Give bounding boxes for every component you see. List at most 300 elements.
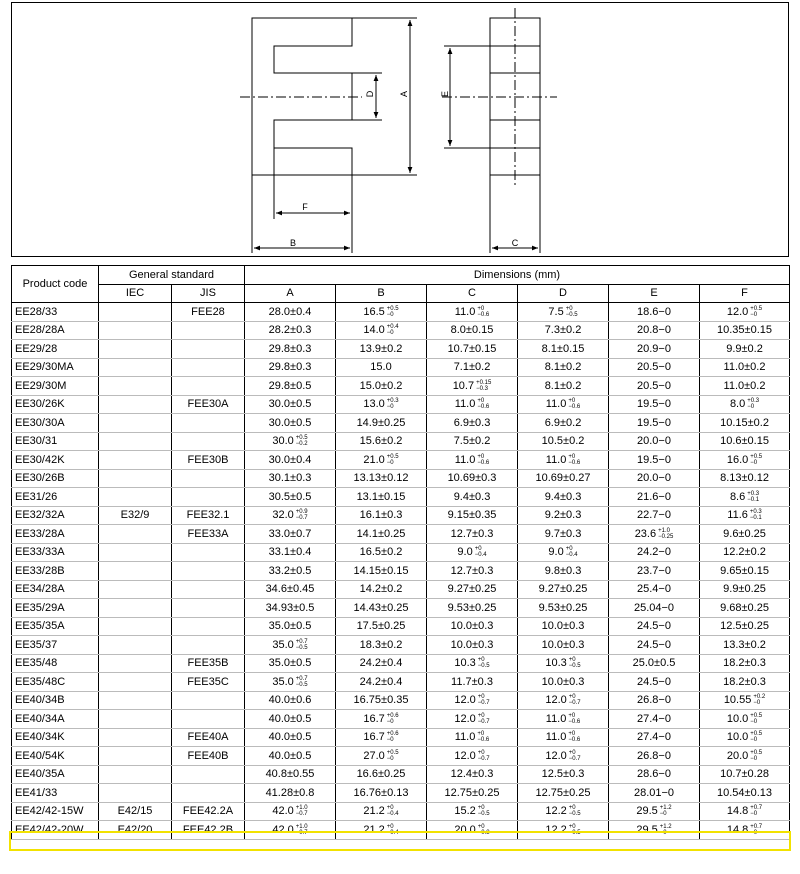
tolerance-minus: −0.4 [565, 552, 578, 559]
tolerance-minus: −0 [386, 755, 394, 762]
tolerance-plus: +0 [477, 398, 485, 405]
dimension-cell [700, 340, 790, 359]
dim-label-c: C [511, 238, 519, 248]
tolerance [750, 824, 762, 836]
dimension-cell [427, 580, 518, 599]
dimension-value: 10.3 [454, 657, 476, 670]
dimension-cell [427, 710, 518, 729]
dimension-value: 29.8±0.3 [268, 342, 312, 355]
dimension-value: 26.8−0 [637, 749, 671, 762]
tolerance-plus: +0 [477, 749, 485, 756]
iec-cell [99, 747, 172, 766]
jis-cell [172, 358, 245, 377]
table-row [12, 488, 790, 507]
tolerance [477, 306, 489, 318]
dimension-value: 14.8 [726, 805, 749, 818]
dimension-cell [700, 654, 790, 673]
iec-cell [99, 525, 172, 544]
dimension-cell [245, 525, 336, 544]
dimension-value: 10.6±0.15 [720, 435, 769, 448]
dim-label-d: D [365, 90, 375, 98]
dimension-value: 40.0±0.5 [268, 712, 312, 725]
dimension-value: 8.1±0.15 [541, 342, 585, 355]
dimension-cell [336, 617, 427, 636]
tolerance-plus: +0.4 [386, 324, 399, 331]
tolerance [660, 824, 672, 836]
tolerance [568, 398, 580, 410]
dimension-cell [518, 728, 609, 747]
dimension-cell [245, 765, 336, 784]
dimension-cell [518, 747, 609, 766]
product-code-cell: EE28/28A [12, 321, 99, 340]
dimension-cell [336, 525, 427, 544]
dimension-value: 12.7±0.3 [450, 527, 494, 540]
dimension-cell [245, 691, 336, 710]
dimension-value: 8.0±0.15 [450, 324, 494, 337]
dimension-cell [427, 654, 518, 673]
iec-cell [99, 321, 172, 340]
dimension-cell [518, 358, 609, 377]
dimension-cell [609, 747, 700, 766]
dimension-value: 11.0 [454, 398, 476, 411]
dimension-value: 35.0±0.5 [268, 657, 312, 670]
jis-cell [172, 784, 245, 803]
dimension-value: 12.0 [454, 749, 476, 762]
product-code-cell: EE30/26K [12, 395, 99, 414]
dimension-cell [336, 321, 427, 340]
dimension-value: 15.6±0.2 [359, 435, 403, 448]
tolerance-minus: −0.1 [749, 515, 762, 522]
dim-label-e: E [440, 90, 450, 98]
dimension-value: 40.0±0.6 [268, 694, 312, 707]
dimension-cell [700, 377, 790, 396]
tolerance [296, 435, 308, 447]
dimension-value: 40.0±0.5 [268, 731, 312, 744]
dimension-value: 29.5 [636, 805, 658, 818]
table-row [12, 728, 790, 747]
tolerance-minus: −0 [386, 459, 394, 466]
tolerance-minus: −0.4 [474, 552, 487, 559]
dimension-cell [245, 784, 336, 803]
dimension-value: 10.35±0.15 [717, 324, 772, 337]
dimension-value: 23.7−0 [637, 564, 671, 577]
dimension-cell [336, 691, 427, 710]
tolerance-plus: +0 [568, 731, 576, 738]
dimension-cell [609, 414, 700, 433]
dimension-cell [245, 321, 336, 340]
dimension-value: 16.7 [363, 731, 385, 744]
dimension-value: 10.0±0.3 [450, 638, 494, 651]
iec-cell: E32/9 [99, 506, 172, 525]
dimension-value: 8.1±0.2 [544, 361, 582, 374]
product-code-cell: EE30/30A [12, 414, 99, 433]
table-row [12, 821, 790, 840]
dimension-value: 16.5±0.2 [359, 546, 403, 559]
dimension-value: 24.2−0 [637, 546, 671, 559]
iec-cell [99, 488, 172, 507]
table-row [12, 377, 790, 396]
dimension-value: 15.0 [370, 361, 392, 374]
jis-cell: FEE40B [172, 747, 245, 766]
dimension-value: 9.6±0.25 [723, 527, 766, 540]
dimension-value: 7.3±0.2 [544, 324, 582, 337]
dimension-value: 29.8±0.3 [268, 361, 312, 374]
dimension-value: 11.6 [727, 509, 748, 522]
dimension-cell [245, 340, 336, 359]
dimension-cell [700, 673, 790, 692]
product-code-cell: EE33/28B [12, 562, 99, 581]
iec-cell [99, 340, 172, 359]
tolerance [478, 824, 490, 836]
dimension-cell [336, 636, 427, 655]
dimension-cell [427, 395, 518, 414]
dimension-value: 12.7±0.3 [450, 564, 494, 577]
table-row [12, 691, 790, 710]
dimension-cell [700, 728, 790, 747]
dimension-value: 10.3 [545, 657, 567, 670]
tolerance [387, 805, 399, 817]
dimension-cell [609, 451, 700, 470]
table-row [12, 765, 790, 784]
dimension-cell [609, 358, 700, 377]
dimension-cell [427, 432, 518, 451]
tolerance-plus: +0.7 [750, 805, 763, 812]
tolerance [750, 509, 762, 521]
tolerance-minus: −0 [750, 718, 758, 725]
jis-cell [172, 765, 245, 784]
product-code-cell: EE41/33 [12, 784, 99, 803]
dimension-cell [518, 488, 609, 507]
dimension-cell [700, 414, 790, 433]
dimension-cell [609, 802, 700, 821]
tolerance [747, 398, 759, 410]
dimension-cell [700, 599, 790, 618]
dimension-cell [700, 617, 790, 636]
dimension-value: 9.8±0.3 [544, 564, 582, 577]
tolerance-plus: +0.5 [750, 305, 763, 312]
table-row [12, 636, 790, 655]
dimension-value: 10.7 [452, 379, 475, 392]
iec-cell [99, 543, 172, 562]
tolerance-plus: +1.2 [659, 823, 672, 830]
jis-cell [172, 617, 245, 636]
dimension-cell [245, 377, 336, 396]
dimension-value: 42.0 [272, 805, 294, 818]
tolerance [387, 324, 399, 336]
tolerance-plus: +0 [568, 749, 576, 756]
tolerance [477, 454, 489, 466]
dimension-value: 10.7±0.28 [720, 768, 769, 781]
dimension-cell [609, 784, 700, 803]
iec-cell [99, 414, 172, 433]
tolerance-plus: +0 [386, 823, 394, 830]
dimension-value: 25.0±0.5 [632, 657, 676, 670]
dim-label-a: A [399, 90, 409, 98]
jis-cell [172, 599, 245, 618]
iec-cell [99, 636, 172, 655]
table-row [12, 432, 790, 451]
dimension-value: 9.0 [457, 546, 473, 559]
dimension-cell [245, 636, 336, 655]
dimension-cell [609, 321, 700, 340]
dimension-value: 24.5−0 [637, 675, 671, 688]
dimension-value: 40.0±0.5 [268, 749, 312, 762]
tolerance-plus: +0.7 [750, 823, 763, 830]
dimension-value: 13.0 [363, 398, 385, 411]
dimension-cell [427, 617, 518, 636]
dimension-cell [336, 654, 427, 673]
tolerance [296, 805, 308, 817]
dimension-value: 23.6 [634, 527, 657, 540]
product-code-cell: EE40/35A [12, 765, 99, 784]
dimension-value: 11.0 [545, 398, 567, 411]
dimension-cell [245, 543, 336, 562]
jis-cell: FEE32.1 [172, 506, 245, 525]
dimension-cell [336, 358, 427, 377]
jis-cell: FEE30B [172, 451, 245, 470]
dimension-cell [245, 451, 336, 470]
tolerance-minus: −0 [747, 404, 755, 411]
header-product-code: Product code [12, 266, 99, 303]
dimension-cell [336, 506, 427, 525]
iec-cell: E42/20 [99, 821, 172, 840]
dimension-cell [518, 654, 609, 673]
tolerance-plus: +0 [568, 657, 576, 664]
dimension-cell [245, 395, 336, 414]
iec-cell [99, 395, 172, 414]
tolerance-plus: +0 [568, 694, 576, 701]
tolerance-plus: +0.6 [386, 731, 399, 738]
dimension-value: 6.9±0.2 [544, 416, 582, 429]
dimension-value: 10.69±0.27 [535, 472, 591, 485]
dimension-value: 14.8 [726, 823, 749, 836]
dimension-cell [427, 673, 518, 692]
dimension-cell [245, 599, 336, 618]
dimension-cell [427, 728, 518, 747]
product-code-cell: EE35/29A [12, 599, 99, 618]
iec-cell [99, 617, 172, 636]
iec-cell [99, 784, 172, 803]
header-col-f: F [700, 284, 790, 303]
tolerance [477, 398, 489, 410]
dimension-value: 14.9±0.25 [356, 416, 406, 429]
table-row [12, 525, 790, 544]
tolerance [475, 546, 487, 558]
dimension-value: 10.0 [726, 731, 749, 744]
dimension-cell [609, 506, 700, 525]
dimension-cell [700, 710, 790, 729]
dimension-value: 11.0 [454, 731, 476, 744]
tolerance-plus: +1.2 [659, 805, 672, 812]
tolerance [387, 454, 399, 466]
dimension-value: 28.01−0 [633, 786, 675, 799]
product-code-cell: EE35/48 [12, 654, 99, 673]
tolerance-minus: −0.1 [747, 496, 760, 503]
tolerance-minus: −0.5 [295, 681, 308, 688]
dimension-value: 12.4±0.3 [450, 768, 494, 781]
dimension-value: 27.0 [363, 749, 385, 762]
table-row [12, 414, 790, 433]
tolerance-minus: −0.2 [295, 441, 308, 448]
product-code-cell: EE30/26B [12, 469, 99, 488]
iec-cell [99, 654, 172, 673]
dimension-cell [518, 340, 609, 359]
tolerance-plus: +1.0 [295, 823, 308, 830]
dimension-value: 42.0 [272, 823, 294, 836]
dimension-cell [700, 303, 790, 322]
dimension-cell [427, 599, 518, 618]
dimension-value: 12.75±0.25 [444, 786, 500, 799]
dimension-value: 9.65±0.15 [720, 564, 769, 577]
dimension-cell [518, 395, 609, 414]
dimension-value: 21.2 [363, 823, 385, 836]
dimension-value: 16.6±0.25 [356, 768, 406, 781]
dimension-cell [336, 303, 427, 322]
dimension-cell [427, 784, 518, 803]
tolerance [387, 824, 399, 836]
dimension-cell [336, 673, 427, 692]
tolerance-minus: −0 [750, 737, 758, 744]
table-row [12, 654, 790, 673]
dimension-cell [518, 691, 609, 710]
product-code-cell: EE35/37 [12, 636, 99, 655]
dimension-cell [427, 321, 518, 340]
header-col-d: D [518, 284, 609, 303]
table-row [12, 617, 790, 636]
tolerance [387, 306, 399, 318]
table-row [12, 340, 790, 359]
dimension-value: 9.4±0.3 [544, 490, 582, 503]
table-row [12, 358, 790, 377]
dimension-cell [609, 340, 700, 359]
dimension-cell [336, 432, 427, 451]
dimension-value: 10.5±0.2 [541, 435, 585, 448]
product-code-cell: EE32/32A [12, 506, 99, 525]
tolerance-plus: +0 [386, 805, 394, 812]
dimension-cell [336, 580, 427, 599]
jis-cell: FEE42.2B [172, 821, 245, 840]
tolerance-minus: −0.25 [658, 533, 674, 540]
dimension-cell [609, 525, 700, 544]
product-code-cell: EE40/54K [12, 747, 99, 766]
dimension-value: 16.75±0.35 [353, 694, 409, 707]
tolerance [478, 657, 490, 669]
dimension-cell [700, 562, 790, 581]
dimension-cell [609, 580, 700, 599]
tolerance-plus: +0 [477, 453, 485, 460]
dimension-cell [609, 636, 700, 655]
dimension-cell [518, 377, 609, 396]
tolerance-minus: −0.7 [477, 755, 490, 762]
tolerance-minus: −0 [386, 330, 394, 337]
dimension-cell [700, 488, 790, 507]
table-row [12, 673, 790, 692]
tolerance-minus: −0.6 [568, 737, 581, 744]
product-code-cell: EE33/28A [12, 525, 99, 544]
iec-cell [99, 599, 172, 618]
dimension-value: 33.0±0.7 [268, 527, 312, 540]
table-body [12, 303, 790, 840]
tolerance-plus: +1.0 [295, 805, 308, 812]
tolerance-minus: −0 [750, 829, 758, 836]
tolerance-minus: −0.5 [568, 829, 581, 836]
table-row [12, 580, 790, 599]
tolerance-minus: −0 [386, 718, 394, 725]
dimension-cell [518, 543, 609, 562]
dimension-value: 14.15±0.15 [353, 564, 409, 577]
dimension-value: 35.0 [272, 638, 294, 651]
jis-cell: FEE40A [172, 728, 245, 747]
dimension-value: 12.5±0.3 [541, 768, 585, 781]
tolerance-plus: +0.5 [386, 305, 399, 312]
iec-cell [99, 580, 172, 599]
header-dimensions: Dimensions (mm) [245, 266, 790, 285]
dimension-value: 9.27±0.25 [447, 583, 497, 596]
tolerance-minus: −0.5 [477, 811, 490, 818]
dimension-value: 8.0 [729, 398, 746, 411]
dimension-value: 30.0±0.5 [268, 398, 312, 411]
tolerance-minus: −0.5 [565, 311, 578, 318]
dimension-value: 30.0±0.4 [268, 453, 312, 466]
jis-cell [172, 691, 245, 710]
dimension-value: 20.5−0 [637, 379, 671, 392]
dimension-cell [427, 525, 518, 544]
dimension-value: 8.13±0.12 [720, 472, 769, 485]
table-row [12, 303, 790, 322]
jis-cell [172, 321, 245, 340]
e-core-side-view [442, 8, 557, 253]
dimension-value: 12.0 [545, 749, 567, 762]
tolerance-plus: +0.3 [749, 509, 762, 516]
tolerance [478, 713, 490, 725]
tolerance-minus: −0.6 [568, 459, 581, 466]
dimension-value: 16.0 [726, 453, 749, 466]
iec-cell [99, 728, 172, 747]
tolerance-plus: +0.6 [386, 712, 399, 719]
dimension-value: 10.0±0.3 [541, 620, 585, 633]
product-code-cell: EE28/33 [12, 303, 99, 322]
iec-cell [99, 358, 172, 377]
dimension-cell [518, 562, 609, 581]
dimension-value: 29.5 [636, 823, 658, 836]
product-code-cell: EE40/34A [12, 710, 99, 729]
dimension-cell [427, 765, 518, 784]
tolerance [296, 639, 308, 651]
dimension-cell [518, 506, 609, 525]
dimension-cell [609, 562, 700, 581]
dimension-value: 30.5±0.5 [268, 490, 312, 503]
dimension-cell [700, 506, 790, 525]
dimension-cell [518, 451, 609, 470]
dimension-cell [518, 525, 609, 544]
tolerance-plus: +0 [565, 305, 573, 312]
tolerance [750, 713, 762, 725]
tolerance [478, 805, 490, 817]
product-code-cell: EE34/28A [12, 580, 99, 599]
product-code-cell: EE29/28 [12, 340, 99, 359]
dimension-cell [700, 395, 790, 414]
dimension-cell [336, 488, 427, 507]
tolerance-plus: +0 [477, 694, 485, 701]
dimension-cell [245, 303, 336, 322]
header-iec: IEC [99, 284, 172, 303]
tolerance-minus: −0.6 [477, 737, 490, 744]
dimension-cell [518, 414, 609, 433]
dimension-cell [609, 691, 700, 710]
dimension-cell [609, 673, 700, 692]
tolerance [387, 713, 399, 725]
core-dimension-diagram [11, 2, 789, 257]
